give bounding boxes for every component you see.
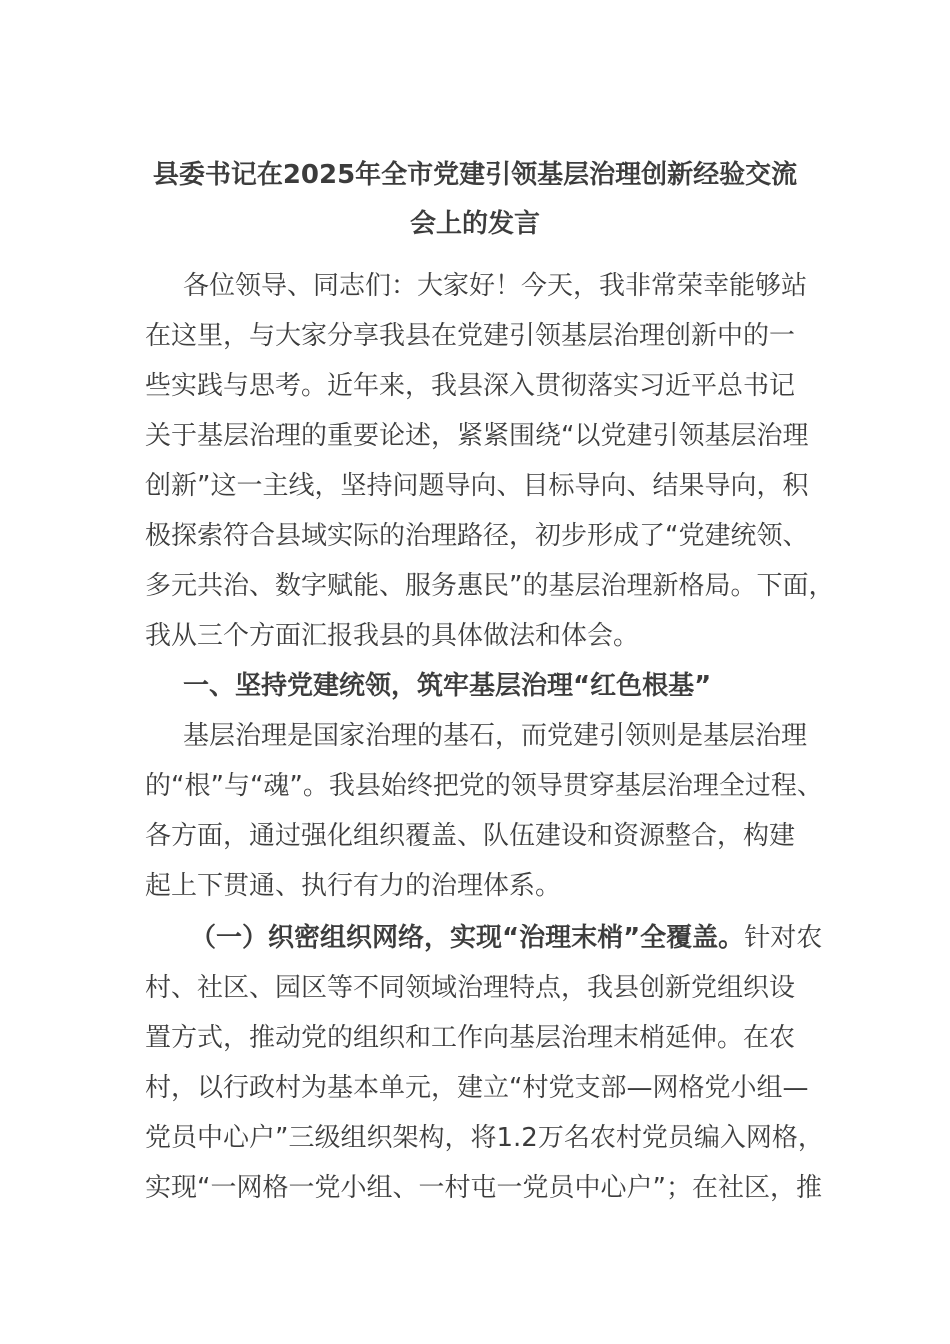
document-title-line-1: 县委书记在2025年全市党建引领基层治理创新经验交流: [152, 160, 798, 190]
text-line: 村，以行政村为基本单元，建立“村党支部—网格党小组—: [145, 1073, 809, 1103]
text-line: 多元共治、数字赋能、服务惠民”的基层治理新格局。下面，: [145, 571, 835, 601]
text-line: 置方式，推动党的组织和工作向基层治理末梢延伸。在农: [145, 1023, 796, 1053]
text-line: 我从三个方面汇报我县的具体做法和体会。: [145, 621, 640, 651]
text-line: 极探索符合县域实际的治理路径，初步形成了“党建统领、: [145, 521, 809, 551]
text-line: 些实践与思考。近年来，我县深入贯彻落实习近平总书记: [145, 371, 796, 401]
text-line: 实现“一网格一党小组、一村屯一党员中心户”；在社区，推: [145, 1173, 822, 1203]
text-line: 关于基层治理的重要论述，紧紧围绕“以党建引领基层治理: [145, 421, 809, 451]
text-line: 起上下贯通、执行有力的治理体系。: [145, 871, 562, 901]
text-line: 在这里，与大家分享我县在党建引领基层治理创新中的一: [145, 321, 796, 351]
text-line: 各位领导、同志们：大家好！今天，我非常荣幸能够站: [183, 271, 808, 301]
text-line: 的“根”与“魂”。我县始终把党的领导贯穿基层治理全过程、: [145, 771, 823, 801]
subsection-heading: （一）织密组织网络，实现“治理末梢”全覆盖。: [190, 923, 745, 953]
text-line: 村、社区、园区等不同领域治理特点，我县创新党组织设: [145, 973, 796, 1003]
text-span: 针对农: [744, 923, 823, 953]
text-line: 创新”这一主线，坚持问题导向、目标导向、结果导向，积: [145, 471, 809, 501]
document-title-line-2: 会上的发言: [409, 209, 540, 239]
text-line: [190, 923, 822, 953]
section-heading: 一、坚持党建统领，筑牢基层治理“红色根基”: [183, 671, 712, 701]
text-line: 基层治理是国家治理的基石，而党建引领则是基层治理: [183, 721, 808, 751]
text-line: 党员中心户”三级组织架构，将1.2万名农村党员编入网格，: [145, 1123, 824, 1153]
text-line: 各方面，通过强化组织覆盖、队伍建设和资源整合，构建: [145, 821, 796, 851]
